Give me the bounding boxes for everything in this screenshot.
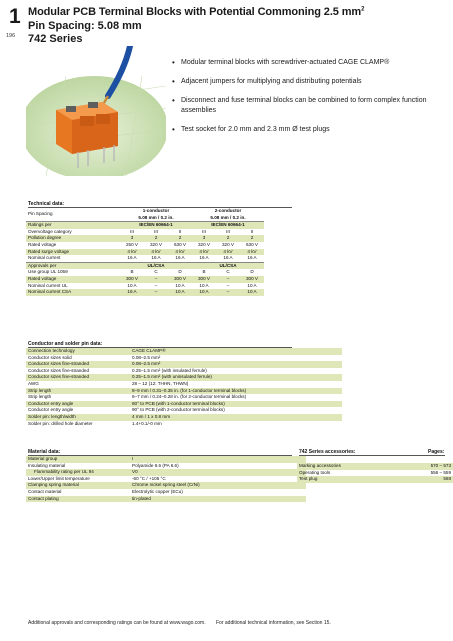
accessory-pages: 556 – 559 [430,469,451,475]
row-value: 6–7 mm / 0.24–0.28 in. (for 2-conductor terminal blocks) [132,394,247,400]
row-label: Rated voltage [26,276,120,283]
cell: 16 A [120,289,144,296]
cell: 4 kV [168,249,192,256]
row-label: Nominal current [28,255,61,261]
row-value: V0 [130,469,306,476]
cell: 630 V [173,241,186,247]
cell: 16 A [247,255,257,261]
cell: 16 A [127,255,137,261]
cell: B [130,269,134,275]
accessory-pages: 570 – 573 [381,463,453,470]
cell: B [202,269,206,275]
cell: 300 V [168,276,192,283]
row-value: Chrome nickel spring steel (CrNi) [130,482,306,489]
footer-section-note: For additional technical information, see Section 15. [216,620,331,626]
accessories-table [297,463,453,483]
one-conductor-spacing: 5.08 mm / 0.2 in. [120,215,192,222]
row-label: Contact material [28,488,62,494]
row-label: Material group [26,456,130,463]
cell: 320 V [149,241,162,247]
cell: – [144,289,168,296]
product-image [26,46,166,176]
accessory-label: Test plug [297,476,381,483]
row-label: Strip length [26,388,130,395]
row-value: 0.25–1.5 mm² (with uninsulated ferrule) [130,374,342,381]
cell: D [250,269,254,275]
cell: II [250,228,254,234]
cell: 4 kV [240,249,264,256]
footer-approvals-note: Additional approvals and corresponding ratings can be found at www.wago.com. [28,620,206,626]
cell: 4 kV [120,249,144,256]
accessory-label: Operating tools [299,469,331,475]
row-label: Rated voltage [28,241,57,247]
row-value: -60 °C / +105 °C [132,475,166,481]
cell: III [130,228,134,234]
cell: 630 V [245,241,258,247]
cell: – [226,282,230,288]
cell: 2 [144,235,168,242]
row-label: Conductor sizes fine-stranded [28,367,90,373]
cell: 2 [216,235,240,242]
two-conductor-spacing: 5.08 mm / 0.2 in. [192,215,264,222]
conductor-data-heading: Conductor and solder pin data: [28,341,103,347]
two-conductor-head: 2-conductor [192,208,264,215]
cell: 16 A [151,255,161,261]
row-value: 0.25–1.5 mm² (with insulated ferrule) [132,367,207,373]
technical-data-heading: Technical data: [28,201,65,207]
row-value: Polyamide 6.6 (PA 6.6) [132,462,179,468]
row-value: tin-plated [130,496,306,503]
cell: UL/CSA [120,262,192,269]
row-label: Conductor entry angle [26,401,130,408]
cell: II [178,228,182,234]
row-value: 1.4+0.1/-0 mm [132,420,162,426]
row-label: Nominal current CSA [26,289,120,296]
row-label: Overvoltage category [28,228,72,234]
material-data-heading: Material data: [28,449,61,455]
cell: – [216,276,240,283]
cell: 4 kV [216,249,240,256]
row-label: Contact plating [26,496,130,503]
row-label: Rated surge voltage [26,249,120,256]
cell: UL/CSA [192,262,264,269]
row-label: Conductor sizes fine-stranded [26,374,130,381]
cell: – [216,289,240,296]
row-value: Electrolytic copper (ECu) [132,488,183,494]
row-value: 60° to PCB (with 1-conductor terminal blocks) [130,401,342,408]
row-value: 0.08–2.5 mm² [132,354,161,360]
row-label: Conductor entry angle [28,407,74,413]
row-value: 90° to PCB (with 2-conductor terminal blocks) [132,407,225,413]
cell: 300 V [192,276,216,283]
row-label: Clamping spring material [26,482,130,489]
cell: 2 [240,235,264,242]
row-value: I [130,456,306,463]
row-label: Strip length [28,394,52,400]
cell: III [202,228,206,234]
cell: – [154,282,158,288]
row-label: Conductor sizes solid [28,354,72,360]
material-data-table [26,456,306,502]
feature-item: • Test socket for 2.0 mm and 2.3 mm Ø test plugs [172,125,442,135]
cell: 250 V [125,241,138,247]
row-value: 8–9 mm / 0.31–0.35 in. (for 1-conductor terminal blocks) [130,388,342,395]
row-value: 28 – 12 (12: THHN, THWN) [132,380,189,386]
pin-spacing-label: Pin Spacing [26,208,120,222]
cell: 4 kV [144,249,168,256]
page-subtitle: Pin Spacing: 5.08 mm [28,20,142,32]
row-label: Approvals per [26,262,120,269]
row-label: Insulating material [28,462,66,468]
title-line-1: Modular PCB Terminal Blocks with Potential Commoning 2.5 mm [28,6,362,18]
pages-heading: Pages: [428,449,445,455]
conductor-data-table [26,348,342,427]
cell: 10 A [199,282,209,288]
cell: III [154,228,158,234]
cell: 10 A [240,289,264,296]
cell: 3 [120,235,144,242]
cell: 10 A [247,282,257,288]
chapter-number: 1 [9,5,21,28]
cell: 10 A [175,282,185,288]
cell: 320 V [221,241,234,247]
cell: 16 A [223,255,233,261]
cell: 3 [192,235,216,242]
cell: D [178,269,182,275]
row-label: Pollution degree [26,235,120,242]
row-value: 0.08–2.5 mm² [130,361,342,368]
page-title [28,6,364,18]
cell: IEC/EN 60664-1 [120,222,192,229]
one-conductor-head: 1-conductor [120,208,192,215]
series-title: 742 Series [28,33,83,45]
row-label: Nominal current UL [28,282,68,288]
cell: 300 V [120,276,144,283]
cell: 2 [168,235,192,242]
cell: – [144,276,168,283]
row-value: CAGE CLAMP® [130,348,342,355]
row-label: Use group UL 1059 [28,269,68,275]
accessory-label: Marking accessories [297,463,381,470]
feature-item: • Modular terminal blocks with screwdriver-actuated CAGE CLAMP® [172,58,442,68]
page-number: 196 [6,33,16,39]
cell: IEC/EN 60664-1 [192,222,264,229]
cell: C [226,269,230,275]
cell: 16 A [199,255,209,261]
cell: 16 A [175,255,185,261]
row-label: Solder pin: drilled hole diameter [28,420,93,426]
row-label: Lower/Upper limit temperature [28,475,90,481]
cell: 4 kV [192,249,216,256]
cell: C [154,269,158,275]
cell: 10 A [168,289,192,296]
feature-item: • Adjacent jumpers for multiplying and distributing potentials [172,77,442,87]
divider [299,455,445,456]
technical-data-table [26,208,264,296]
cell: 10 A [127,282,137,288]
row-label: Flammability rating per UL 94 [26,469,130,476]
accessory-pages: 568 [381,476,453,483]
row-value: 4 mm / 1 x 0.8 mm [130,414,342,421]
cell: III [226,228,230,234]
feature-item: • Disconnect and fuse terminal blocks can be combined to form complex function assemblies [172,96,442,116]
row-label: AWG [28,380,39,386]
cell: 320 V [197,241,210,247]
row-label: Conductor sizes fine-stranded [26,361,130,368]
title-superscript: 2 [361,6,365,13]
cell: 10 A [192,289,216,296]
row-label: Solder pin: length/width [26,414,130,421]
row-label: Connection technology [26,348,130,355]
accessories-heading: 742 Series accessories: [299,449,356,455]
feature-list [172,58,442,144]
row-label: Ratings per [26,222,120,229]
cell: 300 V [240,276,264,283]
